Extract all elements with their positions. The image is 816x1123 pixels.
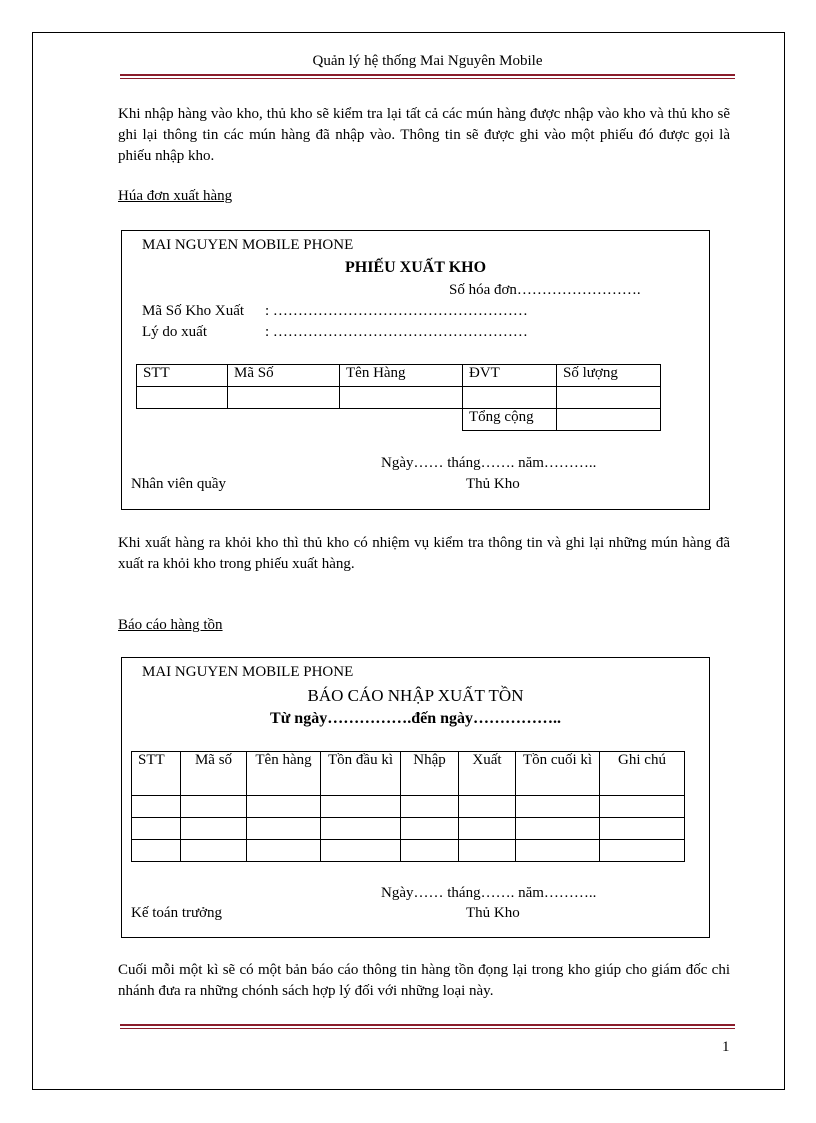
invoice-number-line: Số hóa đơn……………………. (449, 282, 641, 298)
closing-paragraph: Cuối mỗi một kì sẽ có một bản báo cáo thông tin hàng tồn đọng lại trong kho giúp cho giám đốc chi nhánh đưa ra những chónh sách hợp lý đối với những loại này. (118, 962, 730, 999)
inventory-report-form (121, 657, 710, 938)
inventory-keeper-signature-label: Thủ Kho (466, 905, 520, 921)
footer-rule (120, 1024, 735, 1029)
header-cell: STT (137, 365, 228, 387)
header-cell: Tên hàng (247, 752, 321, 796)
export-form-title: PHIẾU XUẤT KHO (344, 259, 487, 276)
header-cell: Nhập (401, 752, 459, 796)
header-title: Quản lý hệ thống Mai Nguyên Mobile (312, 53, 543, 69)
header-cell: Xuất (459, 752, 516, 796)
inventory-form-title: BÁO CÁO NHẬP XUẤT TỒN (307, 686, 524, 705)
header-cell: Mã Số (228, 365, 340, 387)
inventory-table (131, 751, 685, 862)
intro-paragraph: Khi nhập hàng vào kho, thủ kho sẽ kiểm tra lại tất cả các mún hàng được nhập vào kho và thủ kho sẽ ghi lại thông tin các mún hàng đã nhập vào. Thông tin sẽ được ghi vào một phiếu đó được gọi là phiếu nhập kho. (118, 106, 730, 164)
table-row (132, 840, 685, 862)
export-slip-form (121, 230, 710, 510)
header-cell: ĐVT (463, 365, 557, 387)
total-label: Tổng cộng (463, 409, 557, 431)
reason-value: : …………………………………………… (265, 324, 528, 340)
warehouse-code-value: : …………………………………………… (265, 303, 528, 319)
table-row (132, 796, 685, 818)
accountant-signature-label: Kế toán trưởng (131, 905, 223, 921)
table-row (137, 387, 661, 409)
page-number: 1 (722, 1039, 730, 1055)
inventory-company-name: MAI NGUYEN MOBILE PHONE (142, 664, 354, 680)
header-cell: STT (132, 752, 181, 796)
header-cell: Số lượng (557, 365, 661, 387)
table-total-row (137, 409, 661, 431)
table-row (132, 818, 685, 840)
export-items-table (136, 364, 661, 431)
warehouse-code-label: Mã Số Kho Xuất (142, 303, 245, 319)
export-date-line: Ngày…… tháng……. năm……….. (381, 455, 597, 471)
table-header-row (137, 365, 661, 387)
header-cell: Tồn đầu kì (321, 752, 401, 796)
inventory-section-heading: Báo cáo hàng tồn (118, 617, 223, 633)
staff-signature-label: Nhân viên quầy (131, 476, 226, 492)
header-cell: Tồn cuối kì (516, 752, 600, 796)
inventory-period-line: Từ ngày…………….đến ngày…………….. (270, 710, 561, 727)
header-cell: Tên Hàng (340, 365, 463, 387)
export-paragraph: Khi xuất hàng ra khỏi kho thì thủ kho có nhiệm vụ kiểm tra thông tin và ghi lại những mún hàng đã xuất ra khỏi kho trong phiếu xuất hàng. (118, 535, 730, 572)
keeper-signature-label: Thủ Kho (466, 476, 520, 492)
export-company-name: MAI NGUYEN MOBILE PHONE (142, 237, 354, 253)
reason-label: Lý do xuất (142, 324, 207, 340)
header-cell: Ghi chú (600, 752, 685, 796)
header-rule (120, 74, 735, 79)
header-cell: Mã số (181, 752, 247, 796)
inventory-date-line: Ngày…… tháng……. năm……….. (381, 885, 597, 901)
table-header-row (132, 752, 685, 796)
export-section-heading: Húa đơn xuất hàng (118, 188, 233, 204)
